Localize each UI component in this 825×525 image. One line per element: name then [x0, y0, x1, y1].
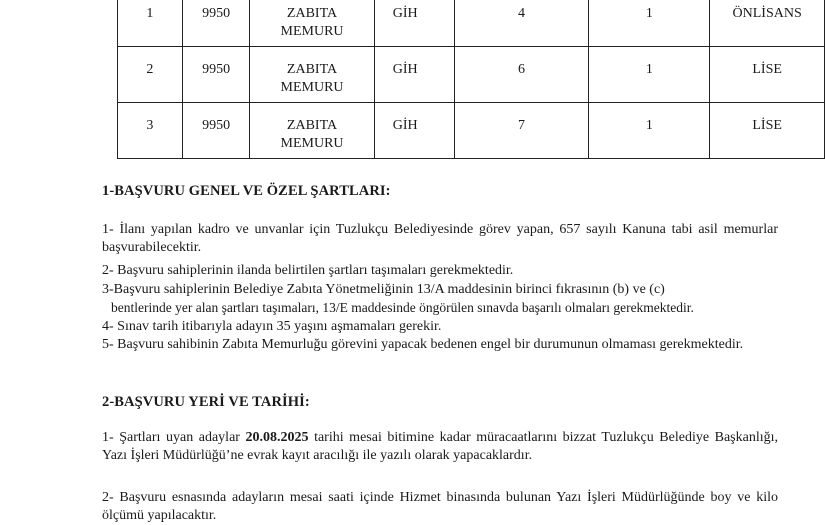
positions-table: [117, 0, 825, 159]
row-number: 1: [118, 0, 183, 47]
position-count: 1: [589, 103, 710, 159]
position-code: 9950: [182, 0, 249, 47]
requirement-3-continued: bentlerinde yer alan şartları taşımaları, 13/E maddesinde öngörülen sınavda başarılı olmaları gerekmektedir.: [111, 300, 694, 315]
position-count: 1: [589, 0, 710, 47]
requirement-3: 3-Başvuru sahiplerinin Belediye Zabıta Yönetmeliğinin 13/A maddesinin birinci fıkrasının (b) ve (c): [102, 282, 665, 297]
position-class: GİH: [374, 47, 454, 103]
position-class: GİH: [374, 0, 454, 47]
table-row: [118, 103, 825, 159]
position-degree: 4: [454, 0, 589, 47]
position-title: ZABITA MEMURU: [250, 47, 374, 103]
position-title: ZABITA MEMURU: [250, 103, 374, 159]
position-class: GİH: [374, 103, 454, 159]
table-row: [118, 47, 825, 103]
position-title: ZABITA MEMURU: [250, 0, 374, 47]
row-number: 2: [118, 47, 183, 103]
position-degree: 7: [454, 103, 589, 159]
requirement-4: 4- Sınav tarih itibarıyla adayın 35 yaşını aşmamaları gerekir.: [102, 319, 442, 334]
position-code: 9950: [182, 103, 249, 159]
table-row: [118, 0, 825, 47]
position-count: 1: [589, 47, 710, 103]
position-degree: 6: [454, 47, 589, 103]
requirement-1: 1- İlanı yapılan kadro ve unvanlar için Tuzlukçu Belediyesinde görev yapan, 657 sayılı Kanuna tabi asil memurlar başvurabilecektir.: [102, 222, 778, 255]
section-1-title: 1-BAŞVURU GENEL VE ÖZEL ŞARTLARI:: [102, 183, 391, 199]
application-paragraph-1: 1- Şartları uyan adaylar 20.08.2025 tarihi mesai bitimine kadar müracaatlarını bizzat Tuzlukçu Belediye Başkanlığı, Yazı İşleri Müdürlüğü’ne evrak kayıt aracılığı ile yazılı olarak yapacaklardır.: [102, 430, 779, 463]
application-paragraph-2: 2- Başvuru esnasında adayların mesai saati içinde Hizmet binasında bulunan Yazı İşleri Müdürlüğünde boy ve kilo ölçümü yapılacaktır.: [102, 490, 778, 523]
requirement-5: 5- Başvuru sahibinin Zabıta Memurluğu görevini yapacak bedenen engel bir durumunun olmaması gerekmektedir.: [102, 337, 744, 352]
row-number: 3: [118, 103, 183, 159]
position-code: 9950: [182, 47, 249, 103]
education-level: LİSE: [710, 47, 825, 103]
application-deadline: 20.08.2025: [245, 430, 309, 445]
requirement-2: 2- Başvuru sahiplerinin ilanda belirtilen şartları taşımaları gerekmektedir.: [102, 263, 514, 278]
section-2-title: 2-BAŞVURU YERİ VE TARİHİ:: [102, 394, 310, 410]
education-level: ÖNLİSANS: [710, 0, 825, 47]
education-level: LİSE: [710, 103, 825, 159]
